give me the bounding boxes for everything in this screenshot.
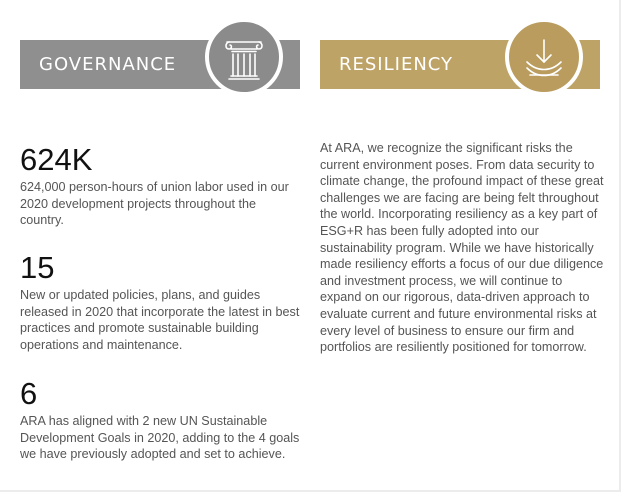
stat-description: ARA has aligned with 2 new UN Sustainable Development Goals in 2020, adding to the 4 goals we have previously adopted and set to achieve. bbox=[20, 414, 300, 462]
stat-labor-hours bbox=[20, 143, 302, 229]
stat-sdg-goals bbox=[20, 377, 302, 463]
governance-badge bbox=[205, 18, 283, 96]
resiliency-title: RESILIENCY bbox=[339, 54, 454, 75]
governance-banner bbox=[20, 40, 300, 89]
stat-description: New or updated policies, plans, and guides released in 2020 that incorporate the latest in best practices and promote sustainable building operations and maintenance. bbox=[20, 288, 300, 352]
resiliency-banner bbox=[320, 40, 600, 89]
stat-number: 6 bbox=[20, 376, 38, 411]
resiliency-body-text: At ARA, we recognize the significant risks the current environment poses. From data security to climate change, the profound impact of these great challenges we are facing are being felt throughout the world. Incorporating resiliency as a key part of ESG+R has been fully adopted into our sustainability program. While we have historically made resiliency efforts a focus of our due diligence and investment process, we will continue to expand on our rigorous, data-driven approach to evaluate current and future environmental risks at every level of business to ensure our firm and portfolios are resiliently positioned for tomorrow. bbox=[320, 141, 604, 355]
governance-title: GOVERNANCE bbox=[39, 54, 177, 75]
stat-number: 624K bbox=[20, 142, 93, 177]
column-icon bbox=[209, 22, 279, 92]
stat-number: 15 bbox=[20, 250, 55, 285]
shield-down-arrow-icon bbox=[509, 22, 579, 92]
stat-policies bbox=[20, 251, 302, 353]
resiliency-badge bbox=[505, 18, 583, 96]
stat-description: 624,000 person-hours of union labor used in our 2020 development projects throughout the country. bbox=[20, 180, 289, 228]
